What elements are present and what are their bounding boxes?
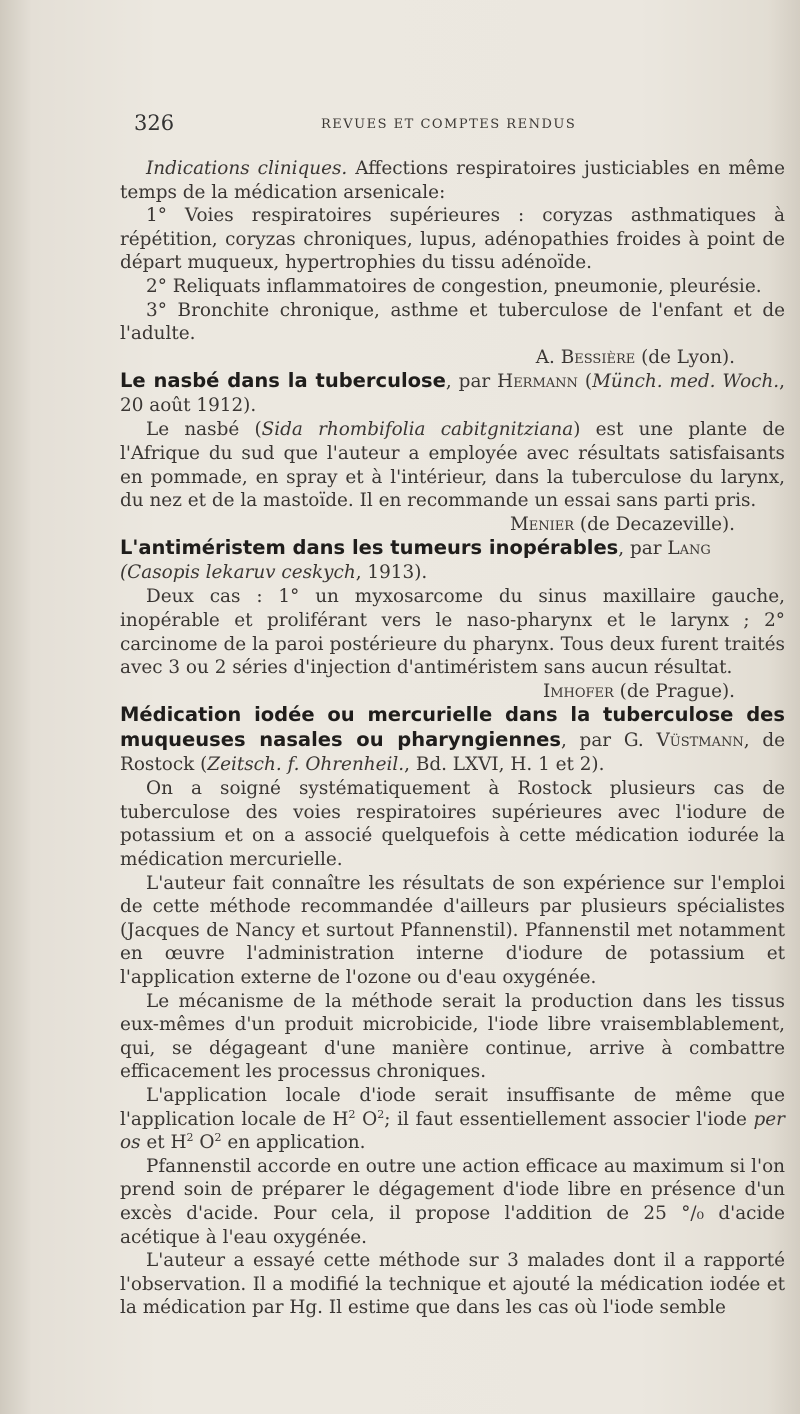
signature-place: (de Decazeville). [574,513,735,535]
indications-lead-rest: Affections respiratoires justiciables en même temps de la médication arsenicale: [120,158,785,203]
page-header [134,111,692,137]
indication-item-2: 2° Reliquats inflammatoires de congestion, pneumonie, pleurésie. [146,275,762,297]
signature-imhofer [120,680,785,704]
p4-text-e: O [193,1132,215,1154]
p4-text-f: en application. [221,1132,366,1154]
signature-place: (de Lyon). [635,346,735,368]
article-author: Hermann [497,371,578,393]
article-journal: Münch. med. Woch. [592,371,780,393]
article-src-open: ( [577,371,593,393]
iodee-paragraph-3: Le mécanisme de la méthode serait la production dans les tissus eux-mêmes d'un produit microbicide, l'iode libre vraisemblablement, qui, se dégageant d'une manière continue, arrive à combattre efficacement les processus chroniques. [120,990,785,1083]
signature-bessiere [120,346,785,370]
article-journal: Zeitsch. f. Ohrenheil. [207,754,405,776]
article-heading-nasbe [120,369,785,418]
p4-text-d: et H [140,1132,187,1154]
article-src-rest: , Bd. LXVI, H. 1 et 2). [404,754,605,776]
article-by: , par [445,371,498,393]
nasbe-text-a: Le nasbé ( [146,419,262,441]
body-text [120,157,785,1320]
nasbe-text-b: ) est une plante de l'Afrique du sud que l'auteur a employée avec résultats satisfaisants en pommade, en spray et à l'intérieur, dans la tuberculose du larynx, du nez et de la mastoïde. Il en recommande un essai sans parti pris. [120,419,785,512]
iodee-paragraph-5: Pfannenstil accorde en outre une action efficace au maximum si l'on prend soin de préparer le dégagement d'iode libre en présence d'un excès d'acide. Pour cela, il propose l'addition de 25 °/₀ d'acide acétique à l'eau oxygénée. [120,1155,785,1248]
indication-item-1: 1° Voies respiratoires supérieures : coryzas asthmatiques à répétition, coryzas chroniques, lupus, adénopathies froides à point de départ muqueux, hypertrophies du tissu adénoïde. [120,205,785,274]
article-author: Vüstmann [656,730,744,752]
article-src-rest: , 1913). [355,562,428,584]
signature-place: (de Prague). [613,680,735,702]
iodee-paragraph-6: L'auteur a essayé cette méthode sur 3 malades dont il a rapporté l'observation. Il a modifié la technique et ajouté la médication iodée et la médication par Hg. Il estime que dans les cas où l'iode semble [120,1250,785,1319]
page-number: 326 [134,111,175,135]
superscript: 2 [348,1107,356,1121]
article-by: , par [618,538,668,560]
article-author: Lang [667,538,711,560]
superscript: 2 [186,1131,194,1145]
article-title: Médication iodée ou mercurielle dans la tuberculose des muqueuses nasales ou pharyngiennes [120,703,785,752]
iodee-paragraph-4 [120,1084,785,1155]
article-journal: (Casopis lekaruv ceskych [120,562,356,584]
article-heading-antimeristem [120,536,785,585]
nasbe-latin-name: Sida rhombifolia cabitgnitziana [261,419,574,441]
signature-name: Imhofer [542,680,614,702]
p4-text-b: O [355,1108,378,1130]
nasbe-paragraph [120,418,785,512]
article-title: L'antiméristem dans les tumeurs inopérables [120,536,619,560]
article-title: Le nasbé dans la tuberculose [120,369,446,393]
signature-menier [120,513,785,537]
article-by: , par G. [560,730,657,752]
p4-text-c: ; il faut essentiellement associer l'iode [384,1108,754,1130]
signature-name: Menier [509,513,575,535]
superscript: 2 [214,1131,222,1145]
iodee-paragraph-1: On a soigné systématiquement à Rostock plusieurs cas de tuberculose des voies respiratoires supérieures avec l'iodure de potassium et on a associé quelquefois à cette médication iodurée la médication mercurielle. [120,778,785,871]
article-src-rest: , 20 août 1912). [120,371,785,417]
running-title: REVUES ET COMPTES RENDUS [321,117,577,132]
article-src-a: , de Rostock ( [120,730,785,776]
superscript: 2 [377,1107,385,1121]
indications-paragraph [120,157,785,204]
signature-initial: A. [535,346,561,368]
per-os: per os [120,1108,785,1154]
article-heading-iodee [120,703,785,777]
iodee-paragraph-2: L'auteur fait connaître les résultats de son expérience sur l'emploi de cette méthode recommandée d'ailleurs par plusieurs spécialistes (Jacques de Nancy et surtout Pfannenstil). Pfannenstil met notamment en œuvre l'administration interne d'iodure de potassium et l'application externe de l'ozone ou d'eau oxygénée. [120,872,785,989]
antimeristem-paragraph: Deux cas : 1° un myxosarcome du sinus maxillaire gauche, inopérable et proliférant vers le naso-pharynx et le larynx ; 2° carcinome de la paroi postérieure du pharynx. Tous deux furent traités avec 3 ou 2 séries d'injection d'antiméristem sans aucun résultat. [120,586,785,679]
indications-lead: Indications cliniques. [146,158,348,179]
indication-item-3: 3° Bronchite chronique, asthme et tuberculose de l'enfant et de l'adulte. [120,299,785,345]
p4-text-a: L'application locale d'iode serait insuffisante de même que l'application locale de H [120,1085,785,1130]
signature-name: Bessière [560,346,636,368]
